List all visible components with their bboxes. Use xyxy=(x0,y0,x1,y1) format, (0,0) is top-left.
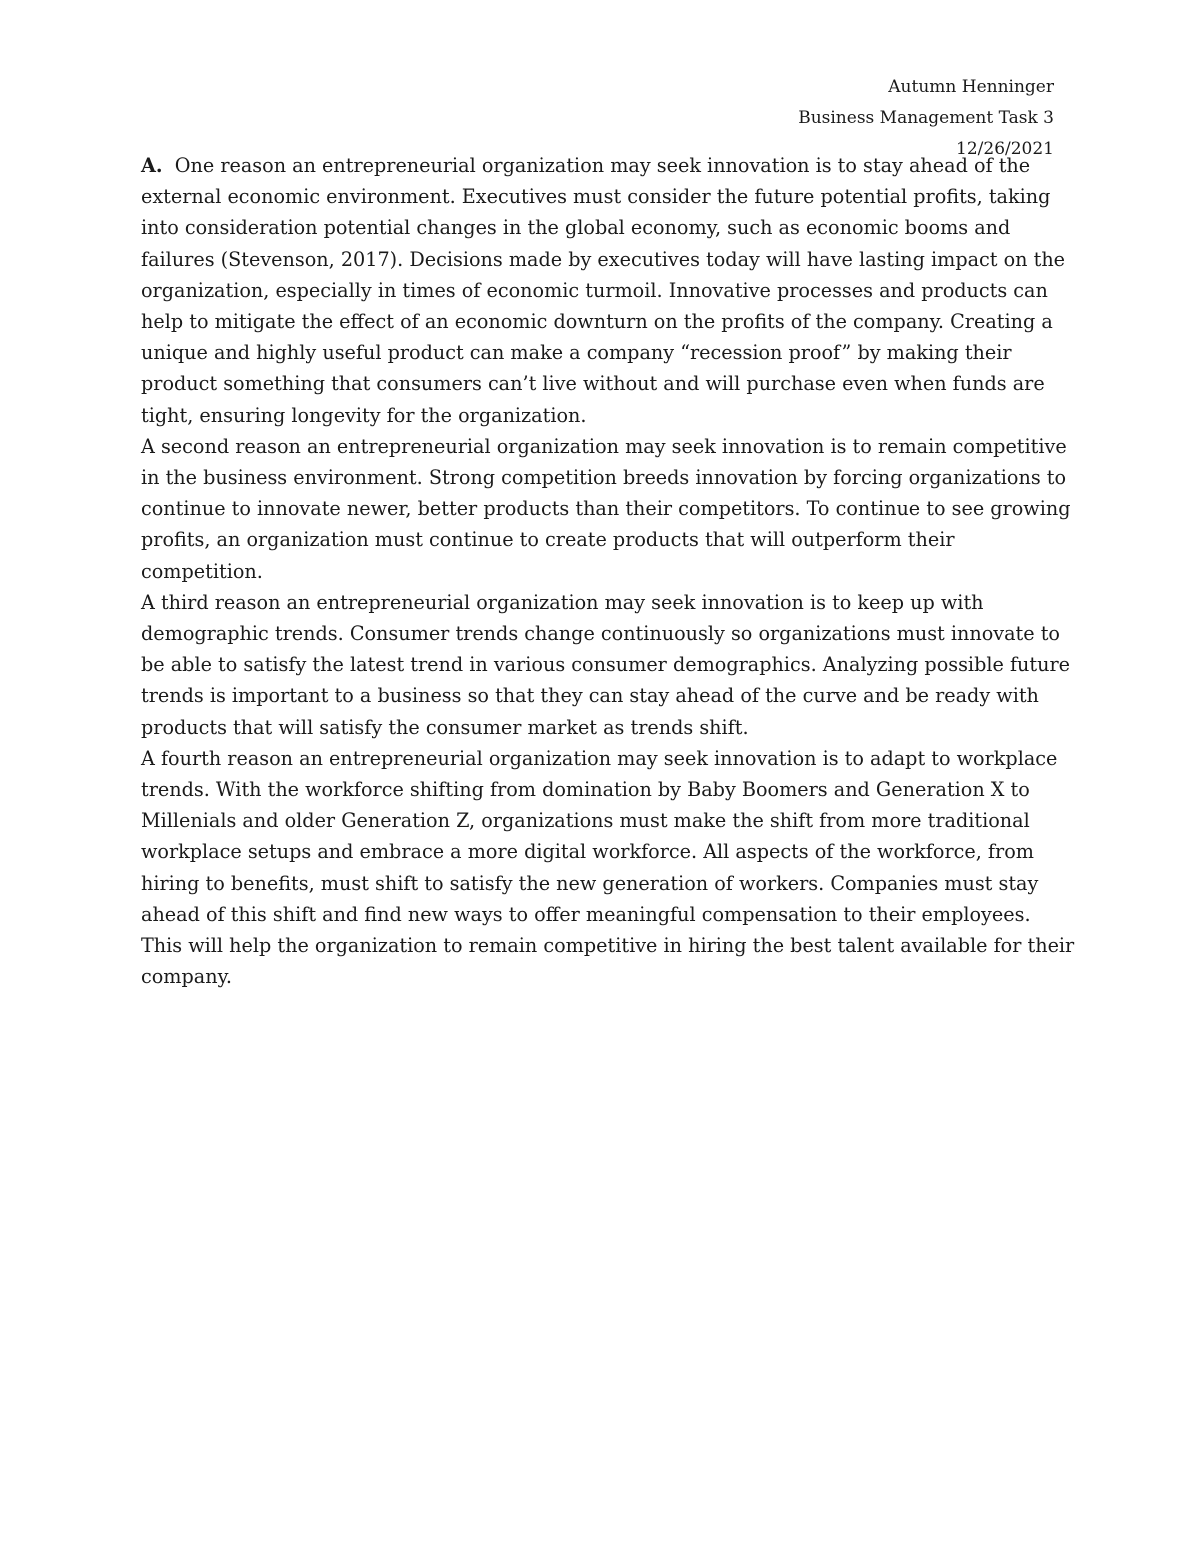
paragraph-1-text: One reason an entrepreneurial organization may seek innovation is to stay ahead of the external economic environment. Executives must consider the future potential profits, taking into consideration potential changes in the global economy, such as economic booms and failures (Stevenson, 2017). Decisions made by executives today will have lasting impact on the organization, especially in times of economic turmoil. Innovative processes and products can help to mitigate the effect of an economic downturn on the profits of the company. Creating a unique and highly useful product can make a company “recession proof” by making their product something that consumers can’t live without and will purchase even when funds are tight, ensuring longevity for the organization. xyxy=(141,154,1066,427)
paragraph-4: A fourth reason an entrepreneurial organization may seek innovation is to adapt to workplace trends. With the workforce shifting from domination by Baby Boomers and Generation X to Millenials and older Generation Z, organizations must make the shift from more traditional workplace setups and embrace a more digital workforce. All aspects of the workforce, from hiring to benefits, must shift to satisfy the new generation of workers. Companies must stay ahead of this shift and find new ways to offer meaningful compensation to their employees. This will help the organization to remain competitive in hiring the best talent available for their company. xyxy=(141,746,1075,989)
course-title: Business Management Task 3 xyxy=(798,108,1054,128)
section-label: A. xyxy=(141,154,163,177)
paragraph-2: A second reason an entrepreneurial organization may seek innovation is to remain competitive in the business environment. Strong competition breeds innovation by forcing organizations to continue to innovate newer, better products than their competitors. To continue to see growing profits, an organization must continue to create products that will outperform their competition. xyxy=(141,434,1071,583)
paragraph-3: A third reason an entrepreneurial organization may seek innovation is to keep up with demographic trends. Consumer trends change continuously so organizations must innovate to be able to satisfy the latest trend in various consumer demographics. Analyzing possible future trends is important to a business so that they can stay ahead of the curve and be ready with products that will satisfy the consumer market as trends shift. xyxy=(141,590,1071,739)
paragraph-1 xyxy=(141,150,1076,431)
author-name: Autumn Henninger xyxy=(888,77,1054,97)
document-body xyxy=(141,150,1076,992)
document-date: 12/26/2021 xyxy=(956,139,1054,159)
